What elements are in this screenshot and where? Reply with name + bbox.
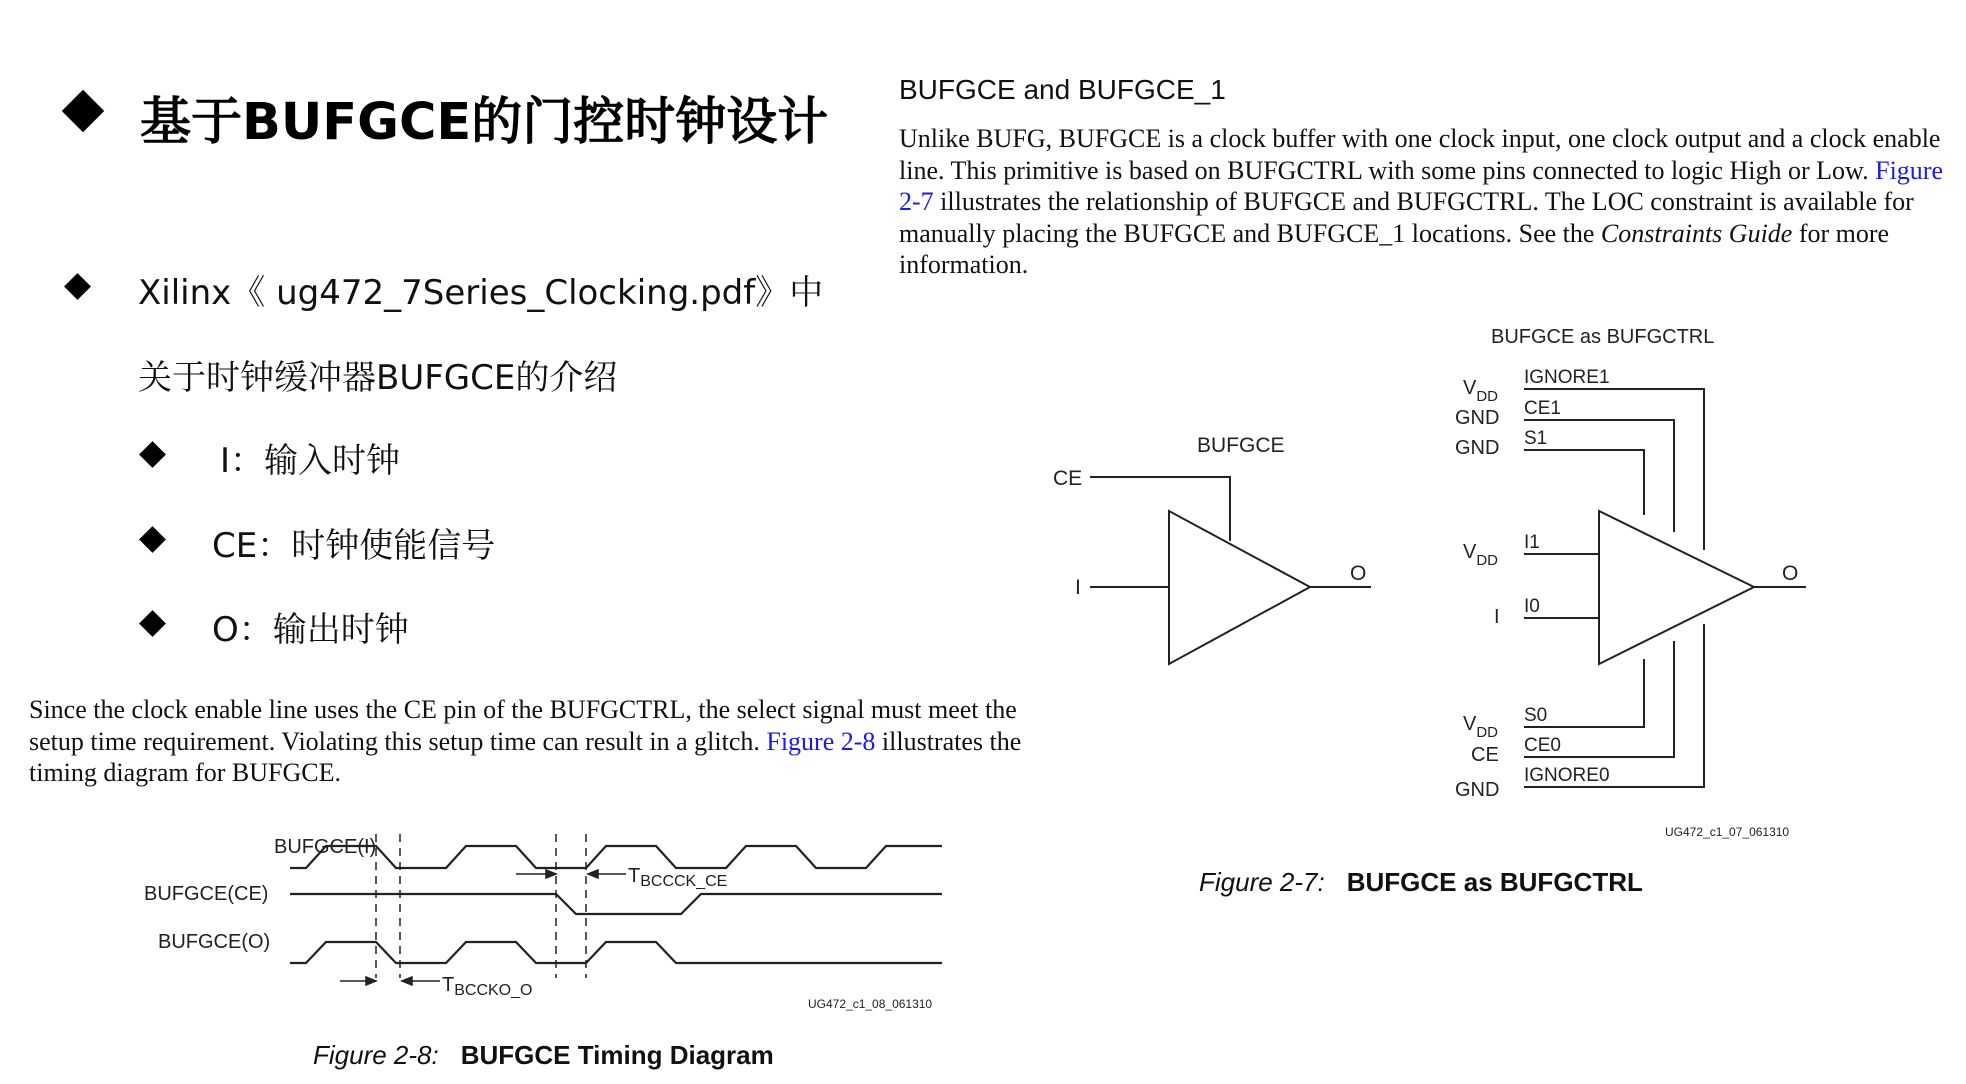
figure-2-8-caption [313, 1040, 774, 1071]
input-ce-label: CE [1471, 744, 1499, 766]
vdd-label: $V_{DD}$ [1463, 541, 1499, 569]
signal-ce: BUFGCE(CE) [144, 883, 269, 905]
setup-time-label: $T_{BCCCK\_CE}$ [628, 865, 728, 890]
sub-bullet-input: I：输入时钟 [220, 441, 401, 481]
figure-2-8-link[interactable]: Figure 2-8 [766, 726, 876, 756]
vdd-label: $V_{DD}$ [1463, 713, 1499, 741]
caption-title: BUFGCE as BUFGCTRL [1346, 867, 1643, 897]
slide-title: 基于BUFGCE的门控时钟设计 [140, 93, 829, 152]
reference-paragraph-bottom [29, 694, 1069, 789]
figure-code: UG472_c1_07_061310 [1665, 825, 1790, 839]
gnd-label: GND [1455, 407, 1500, 429]
clock-in-waveform [290, 846, 942, 868]
bufgctrl-buffer-symbol [1599, 511, 1754, 664]
figure-2-7-diagram [1040, 320, 1840, 850]
bufgce-label: BUFGCE [1197, 434, 1285, 457]
arrowhead-icon [366, 977, 376, 985]
caption-title: BUFGCE Timing Diagram [460, 1040, 774, 1070]
reference-text: illustrates the timing diagram for BUFGCE. [29, 726, 1022, 787]
ignore0-wire [1524, 624, 1704, 787]
bullet-source: Xilinx《 ug472_7Series_Clocking.pdf》中 [138, 273, 824, 313]
pin-ignore0: IGNORE0 [1524, 765, 1610, 786]
pin-ce-label: CE [1053, 467, 1083, 490]
signal-clock-out: BUFGCE(O) [158, 931, 271, 953]
reference-text: Since the clock enable line uses the CE pin of the BUFGCTRL, the select signal must meet the setup time requirement. Violating this setup time can result in a glitch. [29, 695, 1017, 756]
pin-ce0: CE0 [1524, 735, 1561, 756]
constraints-guide-ref: Constraints Guide [1600, 218, 1793, 248]
pin-i1: I1 [1524, 532, 1540, 553]
vdd-label: $V_{DD}$ [1463, 377, 1499, 405]
bufgctrl-label: BUFGCE as BUFGCTRL [1491, 326, 1715, 348]
reference-paragraph-top [899, 123, 1949, 281]
figure-2-7-caption [1199, 867, 1643, 898]
pin-i0: I0 [1524, 596, 1540, 617]
bufgce-buffer-symbol [1169, 511, 1310, 664]
reference-text: for more information. [899, 218, 1890, 279]
sub-bullet-enable: CE：时钟使能信号 [212, 526, 496, 566]
figure-2-7-link[interactable]: Figure 2-7 [899, 155, 1943, 216]
pin-s0: S0 [1524, 705, 1548, 726]
figure-2-8-timing-diagram [130, 820, 960, 1020]
clock-out-waveform [290, 942, 942, 963]
gnd-label: GND [1455, 779, 1500, 801]
gnd-label: GND [1455, 437, 1500, 459]
arrowhead-icon [402, 977, 412, 985]
reference-heading: BUFGCE and BUFGCE_1 [899, 74, 1226, 105]
arrowhead-icon [546, 870, 556, 878]
bullet-source-cont: 关于时钟缓冲器BUFGCE的介绍 [138, 358, 618, 398]
reference-text: Unlike BUFG, BUFGCE is a clock buffer with one clock input, one clock output and a clock enable line. This primitive is based on BUFGCTRL with some pins connected to logic High or Low. [899, 124, 1941, 185]
pin-s1: S1 [1524, 428, 1548, 449]
caption-number: Figure 2-7: [1199, 867, 1325, 897]
output-o-label: O [1782, 562, 1799, 585]
signal-clock-in: BUFGCE(I) [274, 836, 377, 858]
sub-bullet-output: O：输出时钟 [212, 610, 409, 650]
figure-code: UG472_c1_08_061310 [808, 997, 933, 1011]
ce-wire [1090, 477, 1230, 541]
pin-o-label: O [1350, 562, 1367, 585]
delay-time-label: $T_{BCCKO\_O}$ [442, 974, 533, 999]
pin-ce1: CE1 [1524, 398, 1561, 419]
s1-wire [1524, 450, 1644, 515]
input-i-label: I [1494, 606, 1500, 628]
caption-number: Figure 2-8: [313, 1040, 439, 1070]
arrowhead-icon [588, 870, 598, 878]
reference-text: illustrates the relationship of BUFGCE and BUFGCTRL. The LOC constraint is available for manually placing the BUFGCE and BUFGCE_1 locations. See the [899, 187, 1914, 248]
ce-waveform [290, 894, 942, 914]
pin-i-label: I [1075, 576, 1081, 599]
pin-ignore1: IGNORE1 [1524, 367, 1610, 388]
